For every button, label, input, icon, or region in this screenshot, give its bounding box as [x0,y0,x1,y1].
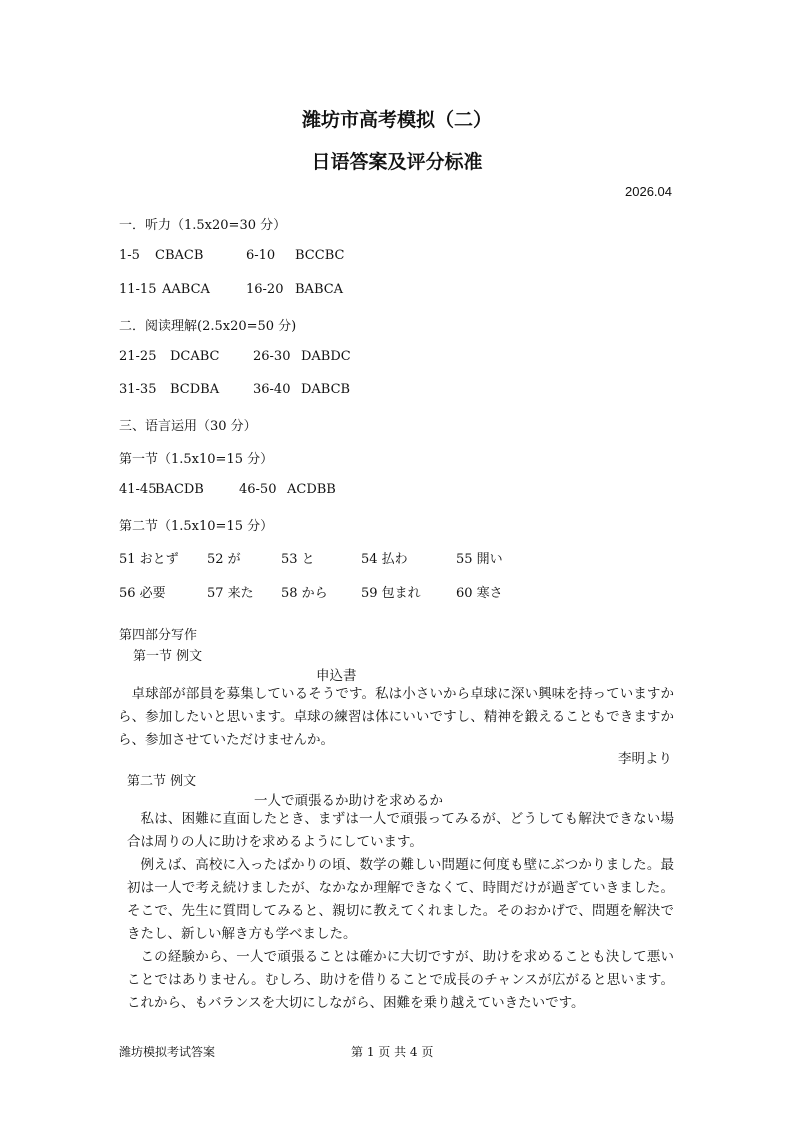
answer-range: 16-20 [246,282,284,297]
answer-range: 11-15 [119,282,157,297]
writing-part1-heading: 第一节 例文 [133,649,203,664]
document-date: 2026.04 [625,184,672,199]
fill-answer: 58 から [281,586,328,601]
answer-key: ACDBB [287,482,336,497]
answer-key: BCDBA [170,382,220,397]
fill-answer: 56 必要 [119,586,166,601]
answer-key: BCCBC [295,248,345,263]
fill-answer: 60 寒さ [456,586,503,601]
fill-answer: 55 開い [456,552,503,567]
answer-key: CBACB [155,248,204,263]
listening-heading: 一．听力（1.5x20=30 分） [119,218,287,233]
essay2-paragraph-2: 例えば、高校に入ったばかりの頃、数学の難しい問題に何度も壁にぶつかりました。最初は一人で考え続けましたが、なかなか理解できなくて、時間だけが過ぎていきました。そこで、先生に質問してみると、親切に教えてくれました。そのおかげで、問題を解決できたし、新しい解き方も学べました。 [127,857,674,942]
essay1-body: 卓球部が部員を募集しているそうです。私は小さいから卓球に深い興味を持っていますから、参加したいと思います。卓球の練習は体にいいですし、精神を鍛えることもできますから、参加させていただけませんか。 [118,686,674,748]
essay2-paragraph-3: この経験から、一人で頑張ることは確かに大切ですが、助けを求めることも決して悪いことではありません。むしろ、助けを借りることで成長のチャンスが広がると思います。これから、もバランスを大切にしながら、困難を乗り越えていきたいです。 [127,949,674,1011]
answer-key: AABCA [162,282,210,297]
essay1-title: 申込書 [316,668,357,684]
page-number: 第 1 页 共 4 页 [351,1045,434,1059]
fill-answer: 57 来た [207,586,254,601]
answer-range: 21-25 [119,349,157,364]
page-title: 潍坊市高考模拟（二） [301,109,492,131]
answer-range: 36-40 [253,382,291,397]
answer-range: 41-45 [119,482,157,497]
writing-part2-heading: 第二节 例文 [127,774,197,789]
language-part2-heading: 第二节（1.5x10=15 分） [119,519,274,534]
language-part1-heading: 第一节（1.5x10=15 分） [119,452,274,467]
essay2-title: 一人で頑張るか助けを求めるか [254,793,443,809]
page-subtitle: 日语答案及评分标准 [311,151,483,173]
answer-key: DCABC [170,349,220,364]
answer-key: BABCA [295,282,344,297]
fill-answer: 51 おとず [119,552,179,567]
reading-heading: 二．阅读理解(2.5x20=50 分) [119,319,297,334]
fill-answer: 52 が [207,552,241,567]
language-heading: 三、语言运用（30 分） [119,419,257,434]
answer-key: DABDC [301,349,351,364]
fill-answer: 54 払わ [361,552,408,567]
answer-key: DABCB [301,382,351,397]
fill-answer: 59 包まれ [361,586,421,601]
answer-key: BACDB [155,482,204,497]
answer-range: 31-35 [119,382,157,397]
essay2-paragraph-1: 私は、困難に直面したとき、まずは一人で頑張ってみるが、どうしても解決できない場合は周りの人に助けを求めるようにしています。 [127,811,674,850]
answer-range: 26-30 [253,349,291,364]
answer-range: 46-50 [239,482,277,497]
writing-heading: 第四部分写作 [119,628,198,643]
answer-range: 1-5 [119,248,140,263]
answer-range: 6-10 [246,248,276,263]
essay1-signature: 李明より [618,751,672,767]
fill-answer: 53 と [281,552,315,567]
footer-label: 潍坊模拟考试答案 [119,1045,216,1059]
